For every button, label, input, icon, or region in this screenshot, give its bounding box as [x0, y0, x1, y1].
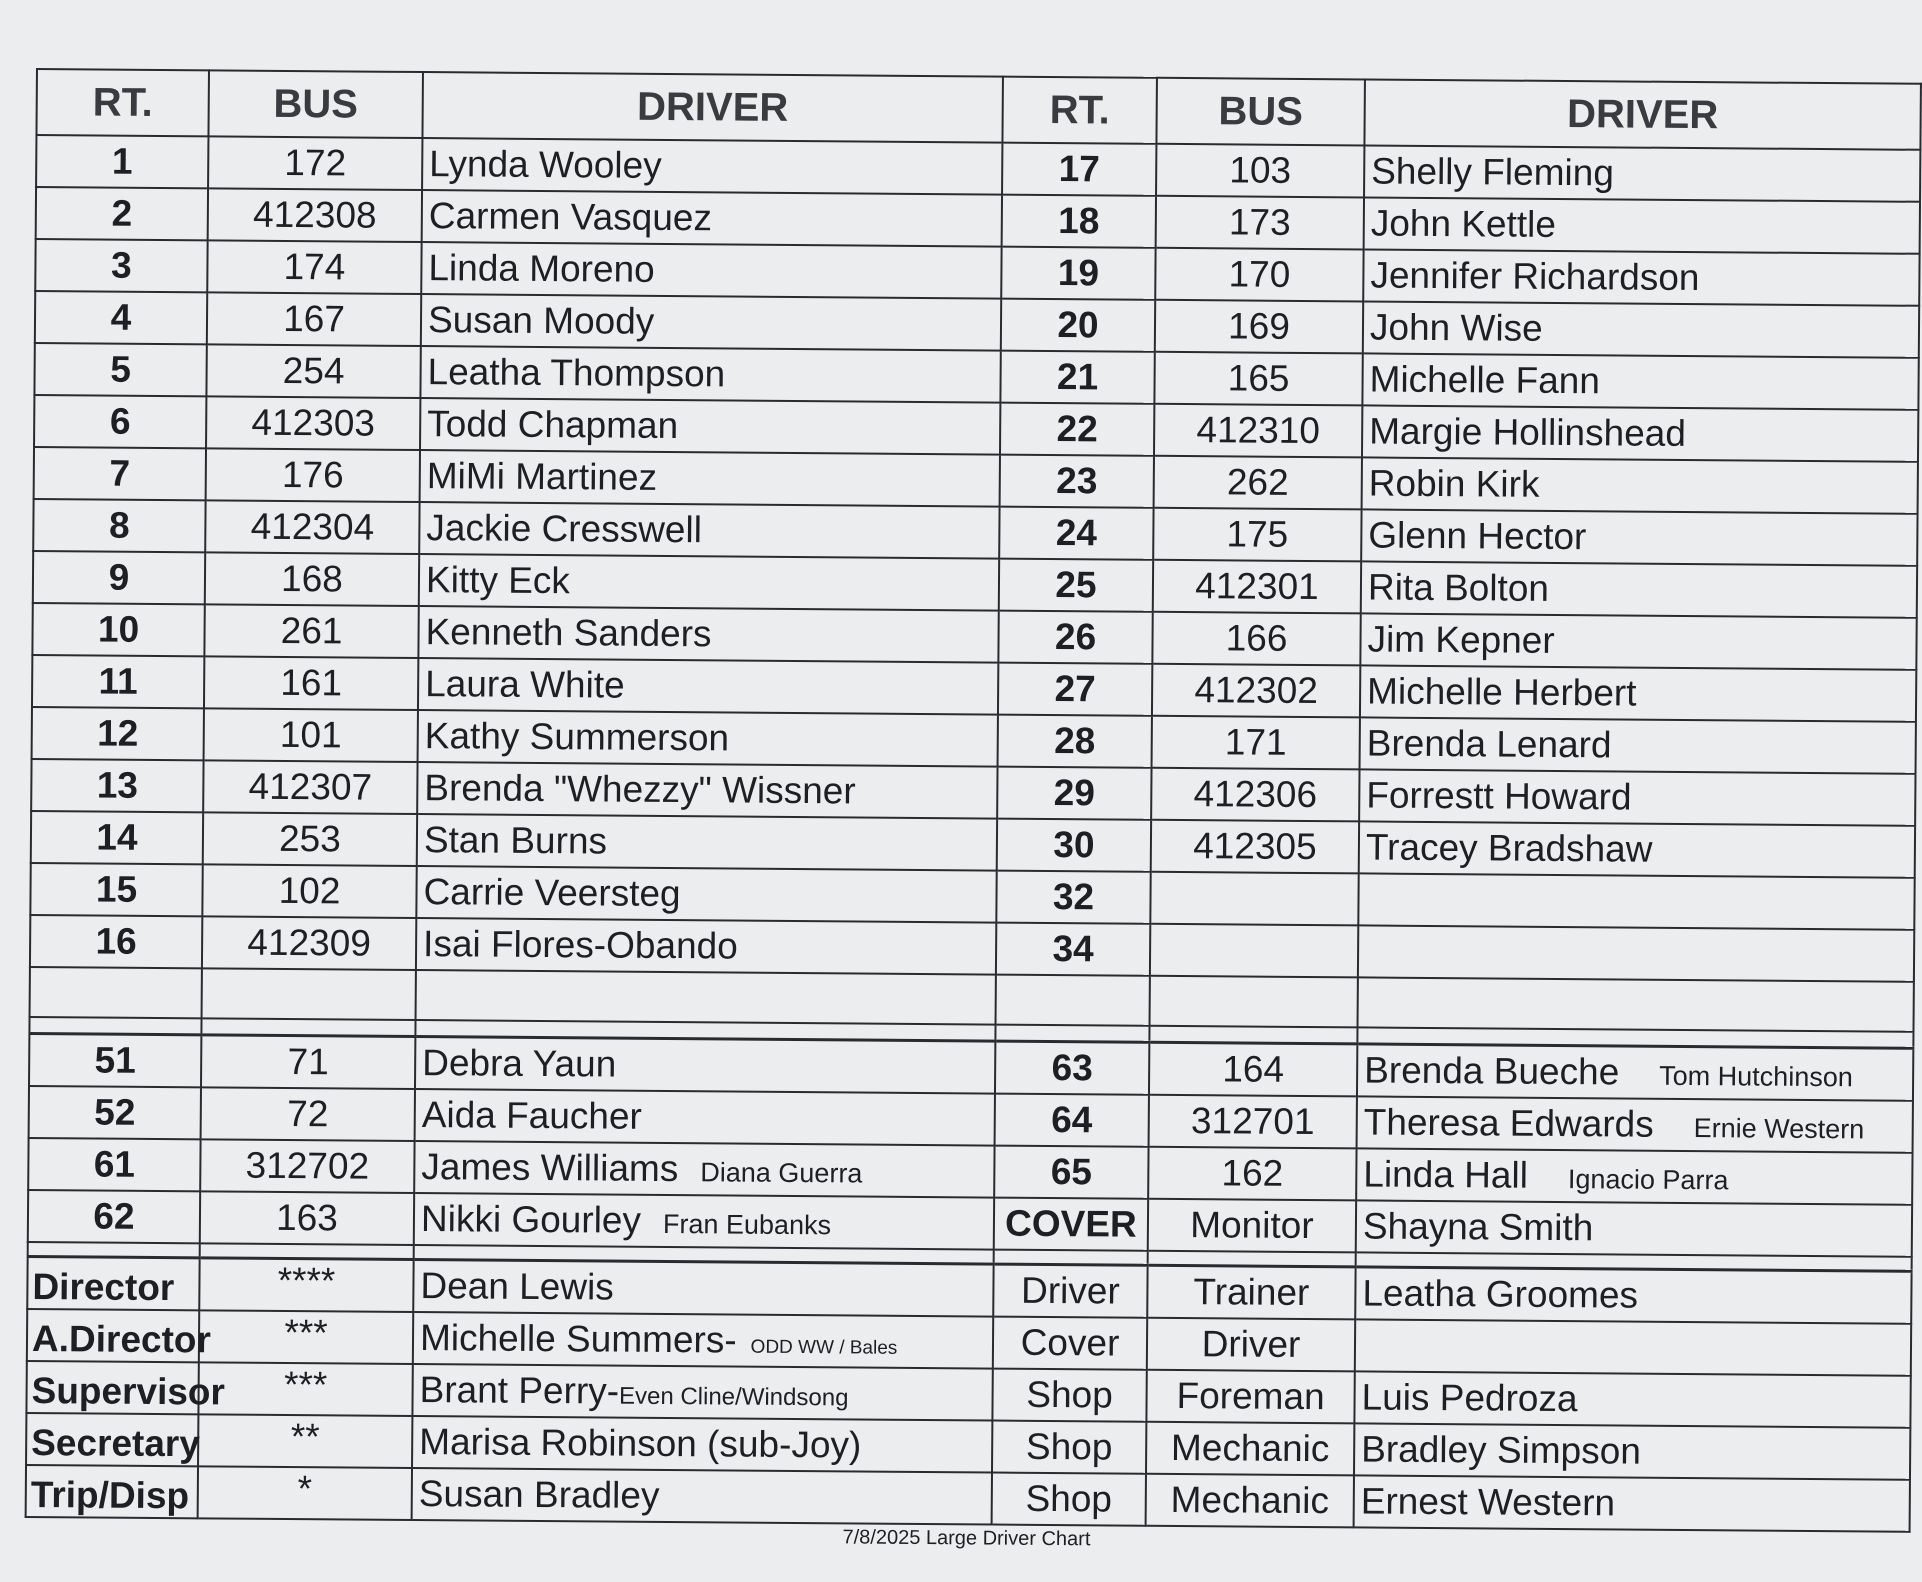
driver-name: Glenn Hector — [1361, 509, 1917, 565]
bus-number: 412302 — [1152, 664, 1360, 718]
bus-number: 254 — [206, 344, 420, 398]
route-number: 22 — [1000, 403, 1154, 456]
driver-cell — [1357, 1096, 1913, 1152]
route-number: 28 — [998, 715, 1152, 768]
driver-name: Lynda Wooley — [422, 138, 1002, 195]
driver-name: Kathy Summerson — [418, 710, 998, 767]
driver-name: James Williams — [421, 1146, 679, 1190]
driver-name: Isai Flores-Obando — [416, 918, 996, 975]
route-number: 2 — [36, 187, 208, 240]
route-number: 34 — [996, 923, 1150, 976]
driver-name: Brenda "Whezzy" Wissner — [417, 762, 997, 819]
route-number: 20 — [1001, 299, 1155, 352]
route-number: 26 — [998, 611, 1152, 664]
driver-name — [1358, 873, 1914, 929]
staff-note: Even Cline/Windsong — [618, 1382, 849, 1412]
empty-cell — [1149, 1026, 1357, 1044]
bus-number: 167 — [207, 292, 421, 346]
route-number: 29 — [997, 767, 1151, 820]
header-rt-right: RT. — [1002, 77, 1157, 144]
staff-name-cell — [412, 1468, 992, 1525]
staff-note: ODD WW / Bales — [750, 1336, 898, 1359]
bus-number: 176 — [206, 448, 420, 502]
driver-chart-sheet — [24, 68, 1920, 1558]
route-number: 4 — [35, 291, 207, 344]
bus-number: Monitor — [1148, 1199, 1356, 1253]
route-number: 10 — [32, 603, 204, 656]
route-number: 11 — [32, 655, 204, 708]
bus-number: 71 — [201, 1035, 415, 1089]
monitor-name: Tom Hutchinson — [1659, 1060, 1853, 1093]
bus-number: 412309 — [202, 916, 416, 970]
driver-cell — [1356, 1200, 1912, 1256]
footer-caption: 7/8/2025 Large Driver Chart — [842, 1526, 1091, 1551]
bus-number: 261 — [204, 604, 418, 658]
bus-number: 102 — [202, 864, 416, 918]
staff-title: Mechanic — [1146, 1474, 1354, 1528]
route-number: 25 — [999, 559, 1153, 612]
route-number: 61 — [28, 1138, 200, 1191]
staff-role: Director — [27, 1256, 199, 1310]
staff-role: Secretary — [26, 1413, 198, 1466]
route-number: 32 — [996, 871, 1150, 924]
bus-number: 312702 — [200, 1139, 414, 1193]
driver-name: Nikki Gourley — [420, 1198, 642, 1241]
staff-role: A.Director — [27, 1309, 199, 1362]
empty-cell — [996, 975, 1150, 1026]
empty-cell — [201, 1018, 415, 1036]
driver-cell — [1357, 1044, 1913, 1101]
route-number: 62 — [28, 1190, 200, 1243]
header-driver-right: DRIVER — [1364, 79, 1921, 149]
route-number: 8 — [33, 499, 205, 552]
driver-name: Linda Moreno — [421, 242, 1001, 299]
empty-cell — [995, 1025, 1149, 1043]
bus-number: 165 — [1154, 352, 1362, 406]
bus-number: 172 — [208, 136, 422, 190]
driver-name: Jackie Cresswell — [419, 502, 999, 559]
bus-number: 262 — [1154, 456, 1362, 510]
bus-number: 412306 — [1151, 768, 1359, 822]
bus-number — [1150, 872, 1358, 926]
bus-number: 253 — [203, 812, 417, 866]
bus-number: 412304 — [205, 500, 419, 554]
route-number: 17 — [1002, 143, 1156, 196]
route-number: 13 — [31, 759, 203, 812]
staff-stars: *** — [198, 1362, 412, 1416]
driver-chart-table — [25, 68, 1922, 1533]
driver-name: Laura White — [418, 658, 998, 715]
driver-name: Leatha Thompson — [420, 346, 1000, 403]
driver-name: Kitty Eck — [419, 554, 999, 611]
monitor-name: Ignacio Parra — [1567, 1164, 1729, 1196]
driver-name: Tracey Bradshaw — [1359, 821, 1915, 877]
monitor-name: Fran Eubanks — [662, 1208, 832, 1241]
bus-number: 174 — [207, 240, 421, 294]
route-number: 65 — [994, 1146, 1148, 1199]
staff-stars: *** — [199, 1310, 413, 1364]
staff-stars: ** — [198, 1414, 412, 1468]
staff-name: Brant Perry- — [419, 1369, 620, 1412]
staff-dept: Cover — [993, 1317, 1147, 1370]
empty-cell — [29, 1017, 201, 1035]
driver-name: Shelly Fleming — [1364, 145, 1920, 201]
route-number: 51 — [29, 1033, 201, 1087]
driver-cell — [415, 1089, 995, 1146]
bus-number: 412310 — [1154, 404, 1362, 458]
bus-number: 168 — [205, 552, 419, 606]
driver-name: Debra Yaun — [422, 1042, 617, 1085]
staff-dept: Driver — [993, 1264, 1147, 1318]
route-number: 9 — [33, 551, 205, 604]
bus-number: 412305 — [1151, 820, 1359, 874]
driver-name: Kenneth Sanders — [418, 606, 998, 663]
bus-number: 164 — [1149, 1042, 1357, 1096]
driver-name: Brenda Lenard — [1360, 717, 1916, 773]
route-number: 19 — [1001, 247, 1155, 300]
route-number: 23 — [1000, 455, 1154, 508]
driver-name: Jim Kepner — [1360, 613, 1916, 669]
driver-name: Robin Kirk — [1362, 457, 1918, 513]
route-number: 52 — [29, 1086, 201, 1139]
empty-cell — [1358, 977, 1914, 1031]
driver-name: Linda Hall — [1363, 1153, 1529, 1196]
bus-number: 171 — [1152, 716, 1360, 770]
empty-cell — [200, 1243, 414, 1259]
driver-cell — [415, 1037, 995, 1094]
staff-title: Mechanic — [1146, 1422, 1354, 1476]
header-driver-left: DRIVER — [422, 72, 1003, 143]
route-number: 27 — [998, 663, 1152, 716]
route-number: 7 — [34, 447, 206, 500]
route-number: 18 — [1002, 195, 1156, 248]
bus-number: 412303 — [206, 396, 420, 450]
driver-name: Carrie Veersteg — [416, 866, 996, 923]
bus-number: 72 — [201, 1087, 415, 1141]
bus-number: 163 — [200, 1191, 414, 1245]
driver-name: John Kettle — [1364, 197, 1920, 253]
staff-name-cell — [413, 1312, 993, 1369]
driver-cell — [414, 1141, 994, 1198]
driver-name: Brenda Bueche — [1364, 1049, 1620, 1093]
route-number: 24 — [999, 507, 1153, 560]
driver-name: MiMi Martinez — [420, 450, 1000, 507]
bus-number: 170 — [1155, 248, 1363, 302]
staff-person: Ernest Western — [1354, 1475, 1910, 1531]
staff-stars: * — [198, 1466, 412, 1520]
route-number: 64 — [995, 1094, 1149, 1147]
driver-name — [1358, 925, 1914, 981]
bus-number: 173 — [1156, 196, 1364, 250]
driver-cell — [414, 1193, 994, 1250]
bus-number: 161 — [204, 656, 418, 710]
staff-name: Susan Bradley — [418, 1473, 660, 1516]
staff-name-cell — [412, 1416, 992, 1473]
staff-stars: **** — [199, 1258, 413, 1312]
route-number: 30 — [997, 819, 1151, 872]
staff-dept: Shop — [992, 1473, 1146, 1526]
bus-number: 101 — [204, 708, 418, 762]
staff-title: Trainer — [1147, 1265, 1355, 1319]
driver-name: Todd Chapman — [420, 398, 1000, 455]
driver-name: Stan Burns — [417, 814, 997, 871]
staff-person — [1355, 1319, 1911, 1375]
route-number: 3 — [35, 239, 207, 292]
staff-title: Foreman — [1146, 1370, 1354, 1424]
monitor-name: Diana Guerra — [700, 1157, 863, 1189]
driver-name: Susan Moody — [421, 294, 1001, 351]
route-number: 14 — [31, 811, 203, 864]
empty-cell — [202, 968, 416, 1020]
driver-name: John Wise — [1363, 301, 1919, 357]
driver-name: Michelle Herbert — [1360, 665, 1916, 721]
route-number: 15 — [30, 863, 202, 916]
bus-number: 175 — [1153, 508, 1361, 562]
bus-number: 312701 — [1149, 1095, 1357, 1149]
header-bus-left: BUS — [208, 70, 423, 138]
route-number: 12 — [32, 707, 204, 760]
route-number: 21 — [1000, 351, 1154, 404]
staff-name-cell — [412, 1364, 992, 1421]
bus-number — [1150, 924, 1358, 978]
chart-body — [26, 135, 1921, 1532]
bus-number: 103 — [1156, 144, 1364, 198]
route-number: COVER — [994, 1198, 1148, 1251]
bus-number: 169 — [1155, 300, 1363, 354]
driver-name: Jennifer Richardson — [1363, 249, 1919, 305]
empty-cell — [1148, 1251, 1356, 1267]
staff-name: Marisa Robinson (sub-Joy) — [419, 1421, 862, 1466]
driver-name: Margie Hollinshead — [1362, 405, 1918, 461]
staff-name: Michelle Summers- — [419, 1317, 737, 1361]
monitor-name: Ernie Western — [1693, 1113, 1865, 1145]
staff-person: Luis Pedroza — [1354, 1371, 1910, 1427]
bus-number: 412308 — [208, 188, 422, 242]
staff-person: Bradley Simpson — [1354, 1423, 1910, 1479]
header-rt-left: RT. — [36, 69, 209, 136]
bus-number: 412301 — [1153, 560, 1361, 614]
staff-name-cell — [413, 1260, 993, 1317]
driver-name: Carmen Vasquez — [422, 190, 1002, 247]
route-number: 6 — [34, 395, 206, 448]
route-number: 1 — [36, 135, 208, 188]
driver-name: Rita Bolton — [1361, 561, 1917, 617]
driver-name: Aida Faucher — [421, 1094, 643, 1137]
bus-number: 412307 — [203, 760, 417, 814]
driver-name: Forrestt Howard — [1359, 769, 1915, 825]
staff-dept: Shop — [992, 1369, 1146, 1422]
driver-cell — [1356, 1148, 1912, 1204]
driver-name: Theresa Edwards — [1363, 1101, 1654, 1145]
staff-role: Trip/Disp — [26, 1465, 198, 1518]
staff-name: Dean Lewis — [420, 1265, 614, 1308]
driver-name: Michelle Fann — [1362, 353, 1918, 409]
route-number: 63 — [995, 1041, 1149, 1095]
route-number: 5 — [34, 343, 206, 396]
bus-number: 166 — [1152, 612, 1360, 666]
empty-cell — [30, 967, 202, 1018]
driver-name: Shayna Smith — [1362, 1205, 1594, 1249]
staff-dept: Shop — [992, 1421, 1146, 1474]
staff-person: Leatha Groomes — [1355, 1267, 1911, 1324]
empty-cell — [1150, 976, 1358, 1028]
header-bus-right: BUS — [1156, 78, 1365, 146]
staff-title: Driver — [1147, 1318, 1355, 1372]
empty-cell — [28, 1242, 200, 1258]
staff-role: Supervisor — [26, 1361, 198, 1414]
empty-cell — [994, 1250, 1148, 1266]
bus-number: 162 — [1148, 1147, 1356, 1201]
empty-cell — [416, 970, 996, 1025]
route-number: 16 — [30, 915, 202, 968]
